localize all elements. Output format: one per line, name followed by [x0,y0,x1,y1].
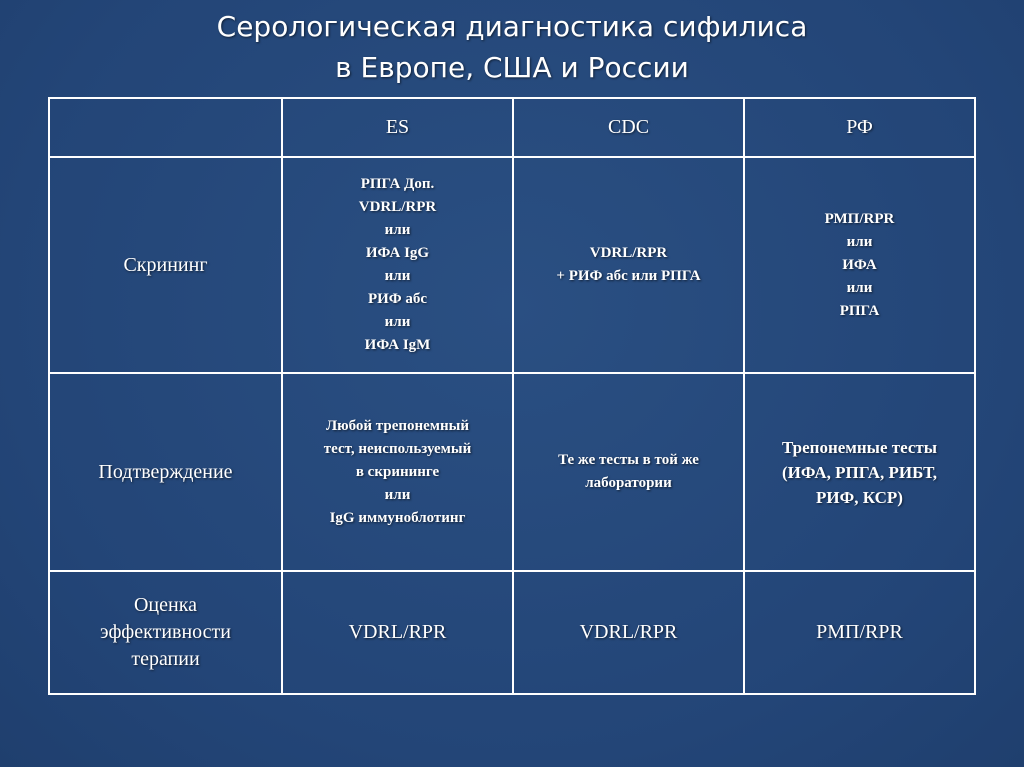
confirmation-cdc-line: лаборатории [585,475,672,491]
efficacy-cdc-cell: VDRL/RPR [513,571,744,694]
comparison-table [48,97,976,695]
confirmation-rf-line: РИФ, КСР) [816,487,903,507]
screening-es-line: VDRL/RPR [358,199,437,215]
screening-rf-line: или [846,279,873,296]
screening-es-line: или [384,314,411,330]
confirmation-cdc-cell [513,373,744,571]
efficacy-label [49,571,282,694]
screening-rf-cell [744,157,975,373]
efficacy-rf-cell: РМП/RPR [744,571,975,694]
screening-cdc-cell [513,157,744,373]
efficacy-label-line: терапии [131,648,200,670]
confirmation-row [49,373,975,571]
screening-rf-line: РПГА [839,302,880,319]
header-empty-cell [49,98,282,157]
title-line-1: Серологическая диагностика сифилиса [216,10,808,43]
screening-rf-line: РМП/RPR [824,210,895,227]
screening-label: Скрининг [49,157,282,373]
confirmation-es-cell [282,373,513,571]
confirmation-label: Подтверждение [49,373,282,571]
screening-cdc-line: VDRL/RPR [589,245,668,261]
screening-es-line: ИФА IgG [365,245,430,261]
screening-es-line: или [384,222,411,238]
efficacy-label-line: эффективности [99,621,231,643]
confirmation-es-line: в скрининге [355,463,440,480]
header-row [49,98,975,157]
screening-row [49,157,975,373]
efficacy-row [49,571,975,694]
confirmation-rf-line: Трепонемные тесты [781,437,938,457]
confirmation-rf-cell [744,373,975,571]
screening-es-cell [282,157,513,373]
screening-rf-line: ИФА [842,256,877,273]
confirmation-cdc-line: Те же тесты в той же [558,452,699,468]
header-es: ES [282,98,513,157]
title-line-2: в Европе, США и России [335,51,689,84]
efficacy-es-cell: VDRL/RPR [282,571,513,694]
slide-title [0,6,1024,88]
confirmation-es-line: Любой трепонемный [325,417,470,434]
screening-rf-line: или [846,233,873,250]
screening-es-line: ИФА IgM [364,337,431,353]
efficacy-label-line: Оценка [133,594,198,616]
confirmation-rf-line: (ИФА, РПГА, РИБТ, [781,462,938,482]
screening-es-line: РПГА Доп. [360,176,435,192]
confirmation-es-line: IgG иммуноблотинг [329,509,466,526]
confirmation-es-line: или [384,486,411,503]
screening-cdc-line: + РИФ абс или РПГА [556,268,701,284]
header-cdc: CDC [513,98,744,157]
screening-es-line: РИФ абс [367,291,428,307]
screening-es-line: или [384,268,411,284]
confirmation-es-line: тест, неиспользуемый [323,440,472,457]
header-rf: РФ [744,98,975,157]
